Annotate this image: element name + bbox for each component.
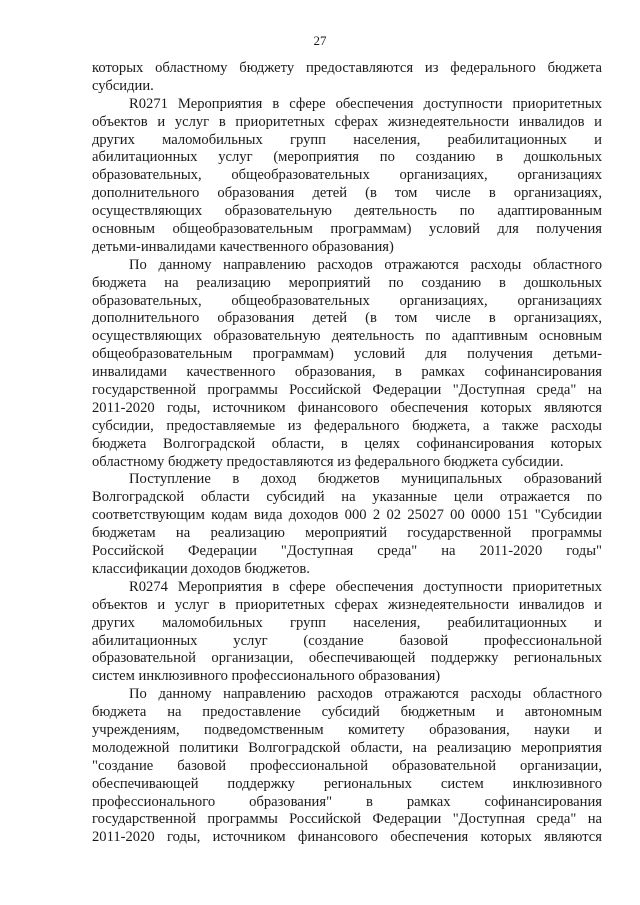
text-line: образовательных, общеобразовательных организациях, организациях bbox=[92, 167, 602, 184]
text-line: бюджета на предоставление субсидий бюджетным и автономным bbox=[92, 704, 602, 721]
text-line: профессионального образования" в рамках софинансирования bbox=[92, 793, 602, 810]
text-line: Поступление в доход бюджетов муниципальных образований bbox=[129, 471, 602, 488]
text-line: осуществляющих образовательную деятельность по адаптивным основным bbox=[92, 328, 602, 345]
text-line: По данному направлению расходов отражаются расходы областного bbox=[129, 686, 602, 703]
text-line: бюджета Волгоградской области, в целях софинансирования которых bbox=[92, 435, 602, 452]
text-line: бюджетам на реализацию мероприятий государственной программы bbox=[92, 525, 602, 542]
text-line: дополнительного образования детей (в том числе в организациях, bbox=[92, 185, 602, 202]
text-line: образовательной организации, обеспечивающей поддержку региональных bbox=[92, 650, 602, 667]
text-line: областному бюджету предоставляются из федерального бюджета субсидии. bbox=[92, 453, 564, 470]
text-line: объектов и услуг в приоритетных сферах жизнедеятельности инвалидов и bbox=[92, 596, 602, 613]
text-line: "создание базовой профессиональной образовательной организации, bbox=[92, 757, 602, 774]
text-line: государственной программы Российской Федерации "Доступная среда" на bbox=[92, 811, 602, 828]
text-line: других маломобильных групп населения, реабилитационных и bbox=[92, 614, 602, 631]
text-line: молодежной политики Волгоградской области, на реализацию мероприятия bbox=[92, 739, 602, 756]
text-line: субсидии. bbox=[92, 77, 154, 94]
text-line: субсидии, предоставляемые из федерального бюджета, а также расходы bbox=[92, 417, 602, 434]
text-line: По данному направлению расходов отражаются расходы областного bbox=[129, 256, 602, 273]
text-line: других маломобильных групп населения, реабилитационных и bbox=[92, 131, 602, 148]
text-line: образовательных, общеобразовательных организациях, организациях bbox=[92, 292, 602, 309]
text-line: основным общеобразовательным программам) условий для получения bbox=[92, 221, 602, 238]
text-line: соответствующим кодам вида доходов 000 2 02 25027 00 0000 151 "Субсидии bbox=[92, 507, 602, 524]
text-line: 2011-2020 годы, источником финансового обеспечения которых являются bbox=[92, 829, 602, 846]
text-line: абилитационных услуг (мероприятия по созданию в дошкольных bbox=[92, 149, 602, 166]
text-line: детьми-инвалидами качественного образования) bbox=[92, 238, 394, 255]
text-line: общеобразовательным программам) условий для получения детьми- bbox=[92, 346, 602, 363]
text-line: государственной программы Российской Федерации "Доступная среда" на bbox=[92, 382, 602, 399]
text-line: R0271 Мероприятия в сфере обеспечения доступности приоритетных bbox=[129, 95, 602, 112]
text-line: 2011-2020 годы, источником финансового обеспечения которых являются bbox=[92, 399, 602, 416]
text-line: осуществляющих образовательную деятельность по адаптированным bbox=[92, 203, 602, 220]
text-line: учреждениям, подведомственным комитету образования, науки и bbox=[92, 721, 602, 738]
text-line: Российской Федерации "Доступная среда" на 2011-2020 годы" bbox=[92, 543, 602, 560]
text-line: систем инклюзивного профессионального образования) bbox=[92, 668, 441, 685]
text-line: Волгоградской области субсидий на указанные цели отражается по bbox=[92, 489, 602, 506]
text-line: дополнительного образования детей (в том числе в организациях, bbox=[92, 310, 602, 327]
text-line: которых областному бюджету предоставляются из федерального бюджета bbox=[92, 60, 602, 76]
body-text bbox=[92, 60, 602, 847]
text-line: обеспечивающей поддержку региональных систем инклюзивного bbox=[92, 775, 602, 792]
text-line: абилитационных услуг (создание базовой профессиональной bbox=[92, 632, 602, 649]
page-number: 27 bbox=[313, 33, 327, 48]
text-line: инвалидами качественного образования, в рамках софинансирования bbox=[92, 364, 602, 381]
text-line: R0274 Мероприятия в сфере обеспечения доступности приоритетных bbox=[129, 578, 602, 595]
text-line: бюджета на реализацию мероприятий по созданию в дошкольных bbox=[92, 274, 602, 291]
text-line: классификации доходов бюджетов. bbox=[92, 560, 310, 577]
text-line: объектов и услуг в приоритетных сферах жизнедеятельности инвалидов и bbox=[92, 113, 602, 130]
